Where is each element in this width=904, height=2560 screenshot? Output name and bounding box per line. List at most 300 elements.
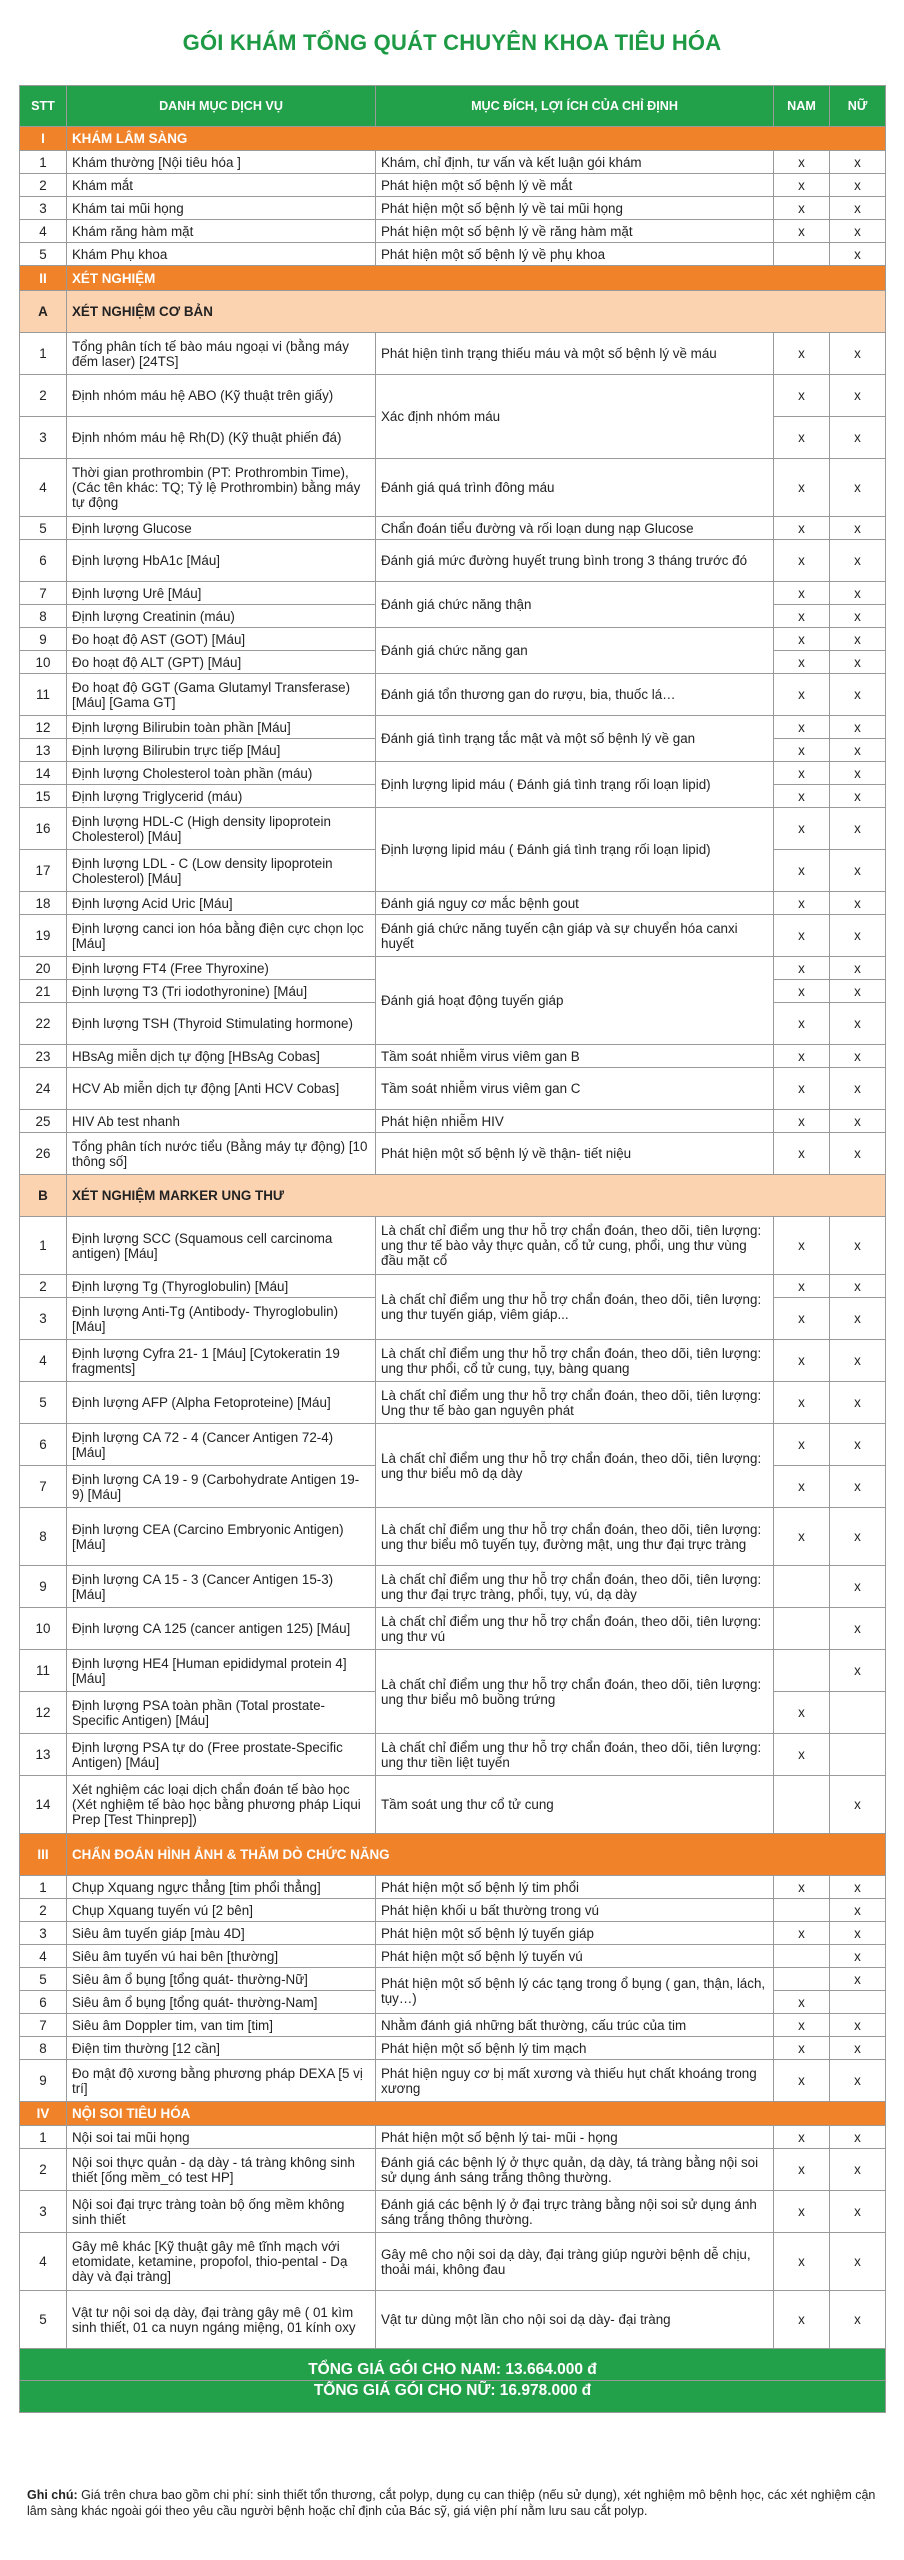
row-service-name: Đo hoạt độ ALT (GPT) [Máu] bbox=[67, 651, 376, 674]
row-male-check: x bbox=[774, 762, 830, 785]
row-service-name: Thời gian prothrombin (PT: Prothrombin Time), (Các tên khác: TQ; Tỷ lệ Prothrombin) bằng máy tự động bbox=[67, 459, 376, 517]
row-female-check: x bbox=[830, 1045, 886, 1068]
row-male-check: x bbox=[774, 2037, 830, 2060]
row-male-check: x bbox=[774, 716, 830, 739]
row-purpose: Tầm soát nhiễm virus viêm gan B bbox=[376, 1045, 774, 1068]
row-stt: 2 bbox=[20, 2149, 67, 2191]
row-stt: 12 bbox=[20, 716, 67, 739]
table-row bbox=[20, 174, 886, 197]
row-purpose: Đánh giá mức đường huyết trung bình trong 3 tháng trước đó bbox=[376, 540, 774, 582]
row-service-name: Đo hoạt độ AST (GOT) [Máu] bbox=[67, 628, 376, 651]
row-female-check: x bbox=[830, 1650, 886, 1692]
row-service-name: Định lượng LDL - C (Low density lipoprotein Cholesterol) [Máu] bbox=[67, 850, 376, 892]
row-service-name: Định lượng Anti-Tg (Antibody- Thyroglobulin) [Máu] bbox=[67, 1298, 376, 1340]
row-male-check: x bbox=[774, 2149, 830, 2191]
section-header-row bbox=[20, 1834, 886, 1876]
row-stt: 20 bbox=[20, 957, 67, 980]
row-service-name: Định lượng PSA tự do (Free prostate-Specific Antigen) [Máu] bbox=[67, 1734, 376, 1776]
section-number: B bbox=[20, 1175, 67, 1217]
section-title: KHÁM LÂM SÀNG bbox=[67, 127, 886, 151]
row-female-check: x bbox=[830, 2291, 886, 2349]
section-number: A bbox=[20, 291, 67, 333]
table-row bbox=[20, 220, 886, 243]
row-purpose: Phát hiện một số bệnh lý tai- mũi - họng bbox=[376, 2126, 774, 2149]
row-female-check: x bbox=[830, 716, 886, 739]
header-service: DANH MỤC DỊCH VỤ bbox=[67, 86, 376, 127]
row-purpose: Phát hiện một số bệnh lý tuyến vú bbox=[376, 1945, 774, 1968]
row-female-check: x bbox=[830, 674, 886, 716]
row-female-check: x bbox=[830, 785, 886, 808]
row-male-check: x bbox=[774, 651, 830, 674]
table-row bbox=[20, 716, 886, 739]
subsection-header-row bbox=[20, 1175, 886, 1217]
row-male-check: x bbox=[774, 739, 830, 762]
row-stt: 7 bbox=[20, 582, 67, 605]
row-stt: 10 bbox=[20, 1608, 67, 1650]
row-male-check: x bbox=[774, 1133, 830, 1175]
row-male-check bbox=[774, 1776, 830, 1834]
row-male-check bbox=[774, 243, 830, 266]
row-female-check: x bbox=[830, 651, 886, 674]
row-male-check: x bbox=[774, 1466, 830, 1508]
row-stt: 5 bbox=[20, 243, 67, 266]
row-service-name: HCV Ab miễn dịch tự động [Anti HCV Cobas] bbox=[67, 1068, 376, 1110]
row-female-check: x bbox=[830, 459, 886, 517]
row-stt: 10 bbox=[20, 651, 67, 674]
row-purpose: Phát hiện một số bệnh lý tim mạch bbox=[376, 2037, 774, 2060]
section-number: III bbox=[20, 1834, 67, 1876]
row-female-check bbox=[830, 1991, 886, 2014]
table-row bbox=[20, 1068, 886, 1110]
row-male-check bbox=[774, 1650, 830, 1692]
row-stt: 2 bbox=[20, 375, 67, 417]
row-purpose: Đánh giá quá trình đông máu bbox=[376, 459, 774, 517]
row-service-name: Định lượng Bilirubin trực tiếp [Máu] bbox=[67, 739, 376, 762]
row-male-check: x bbox=[774, 1734, 830, 1776]
table-row bbox=[20, 2014, 886, 2037]
row-female-check: x bbox=[830, 850, 886, 892]
total-row-male bbox=[20, 2349, 886, 2381]
section-header-row bbox=[20, 127, 886, 151]
header-stt: STT bbox=[20, 86, 67, 127]
row-service-name: Định lượng SCC (Squamous cell carcinoma antigen) [Máu] bbox=[67, 1217, 376, 1275]
row-female-check: x bbox=[830, 739, 886, 762]
row-service-name: Định lượng Glucose bbox=[67, 517, 376, 540]
row-service-name: Định lượng CA 72 - 4 (Cancer Antigen 72-4) [Máu] bbox=[67, 1424, 376, 1466]
header-purpose: MỤC ĐÍCH, LỢI ÍCH CỦA CHỈ ĐỊNH bbox=[376, 86, 774, 127]
row-male-check: x bbox=[774, 2233, 830, 2291]
row-stt: 5 bbox=[20, 1382, 67, 1424]
section-title: CHẨN ĐOÁN HÌNH ẢNH & THĂM DÒ CHỨC NĂNG bbox=[67, 1834, 886, 1876]
row-purpose: Nhằm đánh giá những bất thường, cấu trúc của tim bbox=[376, 2014, 774, 2037]
table-row bbox=[20, 2191, 886, 2233]
row-stt: 4 bbox=[20, 459, 67, 517]
row-purpose: Đánh giá nguy cơ mắc bệnh gout bbox=[376, 892, 774, 915]
row-male-check bbox=[774, 1899, 830, 1922]
row-male-check: x bbox=[774, 2191, 830, 2233]
row-service-name: Định nhóm máu hệ ABO (Kỹ thuật trên giấy) bbox=[67, 375, 376, 417]
row-service-name: Tổng phân tích tế bào máu ngoại vi (bằng máy đếm laser) [24TS] bbox=[67, 333, 376, 375]
row-female-check: x bbox=[830, 1508, 886, 1566]
row-female-check: x bbox=[830, 1876, 886, 1899]
row-service-name: Định lượng AFP (Alpha Fetoproteine) [Máu] bbox=[67, 1382, 376, 1424]
row-female-check: x bbox=[830, 2126, 886, 2149]
table-row bbox=[20, 1424, 886, 1466]
table-row bbox=[20, 1776, 886, 1834]
table-row bbox=[20, 243, 886, 266]
row-female-check: x bbox=[830, 1298, 886, 1340]
row-stt: 4 bbox=[20, 220, 67, 243]
row-purpose: Là chất chỉ điểm ung thư hỗ trợ chẩn đoán, theo dõi, tiên lượng: ung thư biểu mô tuyến tụy, đường mật, ung thư đại trực tràng bbox=[376, 1508, 774, 1566]
row-service-name: Định lượng HbA1c [Máu] bbox=[67, 540, 376, 582]
row-male-check: x bbox=[774, 1382, 830, 1424]
section-header-row bbox=[20, 266, 886, 291]
row-purpose: Vật tư dùng một lần cho nội soi dạ dày- đại tràng bbox=[376, 2291, 774, 2349]
total-price-female: TỔNG GIÁ GÓI CHO NỮ: 16.978.000 đ bbox=[20, 2381, 886, 2413]
row-female-check: x bbox=[830, 808, 886, 850]
row-service-name: Chụp Xquang ngực thẳng [tim phổi thẳng] bbox=[67, 1876, 376, 1899]
row-service-name: Định nhóm máu hệ Rh(D) (Kỹ thuật phiến đá) bbox=[67, 417, 376, 459]
row-purpose: Phát hiện một số bệnh lý về phụ khoa bbox=[376, 243, 774, 266]
row-purpose: Phát hiện nhiễm HIV bbox=[376, 1110, 774, 1133]
row-stt: 8 bbox=[20, 1508, 67, 1566]
row-service-name: Định lượng Tg (Thyroglobulin) [Máu] bbox=[67, 1275, 376, 1298]
row-female-check: x bbox=[830, 1922, 886, 1945]
row-stt: 9 bbox=[20, 2060, 67, 2102]
row-male-check: x bbox=[774, 2291, 830, 2349]
row-female-check: x bbox=[830, 1424, 886, 1466]
section-title: NỘI SOI TIÊU HÓA bbox=[67, 2102, 886, 2126]
footnote-label: Ghi chú: bbox=[27, 2488, 78, 2502]
row-female-check: x bbox=[830, 980, 886, 1003]
row-purpose: Đánh giá chức năng tuyến cận giáp và sự chuyển hóa canxi huyết bbox=[376, 915, 774, 957]
row-female-check: x bbox=[830, 957, 886, 980]
row-male-check: x bbox=[774, 582, 830, 605]
row-stt: 5 bbox=[20, 517, 67, 540]
row-purpose: Phát hiện một số bệnh lý tim phổi bbox=[376, 1876, 774, 1899]
row-male-check: x bbox=[774, 1217, 830, 1275]
row-stt: 4 bbox=[20, 2233, 67, 2291]
row-male-check: x bbox=[774, 2126, 830, 2149]
row-stt: 13 bbox=[20, 739, 67, 762]
table-row bbox=[20, 582, 886, 605]
row-female-check: x bbox=[830, 1003, 886, 1045]
section-title: XÉT NGHIỆM CƠ BẢN bbox=[67, 291, 886, 333]
row-female-check: x bbox=[830, 2014, 886, 2037]
table-row bbox=[20, 2291, 886, 2349]
row-purpose: Là chất chỉ điểm ung thư hỗ trợ chẩn đoán, theo dõi, tiên lượng: ung thư tuyến giáp, viêm giáp... bbox=[376, 1275, 774, 1340]
section-number: II bbox=[20, 266, 67, 291]
row-male-check: x bbox=[774, 1692, 830, 1734]
row-service-name: Điện tim thường [12 cần] bbox=[67, 2037, 376, 2060]
row-male-check: x bbox=[774, 605, 830, 628]
row-female-check: x bbox=[830, 174, 886, 197]
row-stt: 18 bbox=[20, 892, 67, 915]
row-service-name: Khám mắt bbox=[67, 174, 376, 197]
row-purpose: Phát hiện một số bệnh lý về răng hàm mặt bbox=[376, 220, 774, 243]
table-row bbox=[20, 540, 886, 582]
row-male-check: x bbox=[774, 174, 830, 197]
row-service-name: Nội soi tai mũi họng bbox=[67, 2126, 376, 2149]
row-stt: 9 bbox=[20, 628, 67, 651]
row-stt: 19 bbox=[20, 915, 67, 957]
row-service-name: Khám thường [Nội tiêu hóa ] bbox=[67, 151, 376, 174]
row-purpose: Xác định nhóm máu bbox=[376, 375, 774, 459]
table-row bbox=[20, 1508, 886, 1566]
row-male-check: x bbox=[774, 850, 830, 892]
row-female-check: x bbox=[830, 1776, 886, 1834]
table-row bbox=[20, 1899, 886, 1922]
row-female-check: x bbox=[830, 1382, 886, 1424]
row-male-check: x bbox=[774, 808, 830, 850]
row-service-name: Khám răng hàm mặt bbox=[67, 220, 376, 243]
row-female-check: x bbox=[830, 1110, 886, 1133]
row-stt: 3 bbox=[20, 1922, 67, 1945]
row-male-check: x bbox=[774, 1275, 830, 1298]
row-male-check: x bbox=[774, 333, 830, 375]
header-male: NAM bbox=[774, 86, 830, 127]
row-stt: 7 bbox=[20, 2014, 67, 2037]
row-stt: 9 bbox=[20, 1566, 67, 1608]
row-male-check: x bbox=[774, 151, 830, 174]
row-service-name: Nội soi thực quản - dạ dày - tá tràng không sinh thiết [ống mềm_có test HP] bbox=[67, 2149, 376, 2191]
row-service-name: Đo hoạt độ GGT (Gama Glutamyl Transferase) [Máu] [Gama GT] bbox=[67, 674, 376, 716]
row-female-check: x bbox=[830, 1217, 886, 1275]
row-stt: 1 bbox=[20, 2126, 67, 2149]
table-row bbox=[20, 517, 886, 540]
table-row bbox=[20, 2126, 886, 2149]
row-male-check: x bbox=[774, 1424, 830, 1466]
row-purpose: Đánh giá các bệnh lý ở đại trực tràng bằng nội soi sử dụng ánh sáng trắng thông thường. bbox=[376, 2191, 774, 2233]
row-stt: 11 bbox=[20, 1650, 67, 1692]
row-service-name: Siêu âm Doppler tim, van tim [tim] bbox=[67, 2014, 376, 2037]
row-service-name: Xét nghiệm các loại dịch chẩn đoán tế bào học (Xét nghiệm tế bào học bằng phương pháp Liqui Prep [Test Thinprep]) bbox=[67, 1776, 376, 1834]
row-female-check: x bbox=[830, 2060, 886, 2102]
row-service-name: Chụp Xquang tuyến vú [2 bên] bbox=[67, 1899, 376, 1922]
table-row bbox=[20, 2037, 886, 2060]
row-male-check: x bbox=[774, 220, 830, 243]
row-purpose: Là chất chỉ điểm ung thư hỗ trợ chẩn đoán, theo dõi, tiên lượng: ung thư biểu mô buồng trứng bbox=[376, 1650, 774, 1734]
row-service-name: Định lượng TSH (Thyroid Stimulating hormone) bbox=[67, 1003, 376, 1045]
table-row bbox=[20, 1650, 886, 1692]
row-service-name: Định lượng CA 125 (cancer antigen 125) [Máu] bbox=[67, 1608, 376, 1650]
table-row bbox=[20, 2149, 886, 2191]
row-female-check: x bbox=[830, 605, 886, 628]
row-purpose: Chẩn đoán tiểu đường và rối loạn dung nạp Glucose bbox=[376, 517, 774, 540]
table-row bbox=[20, 915, 886, 957]
header-female: NỮ bbox=[830, 86, 886, 127]
row-service-name: Tổng phân tích nước tiểu (Bằng máy tự động) [10 thông số] bbox=[67, 1133, 376, 1175]
table-row bbox=[20, 957, 886, 980]
table-row bbox=[20, 1133, 886, 1175]
row-service-name: Định lượng FT4 (Free Thyroxine) bbox=[67, 957, 376, 980]
row-service-name: Định lượng Acid Uric [Máu] bbox=[67, 892, 376, 915]
row-service-name: Siêu âm tuyến vú hai bên [thường] bbox=[67, 1945, 376, 1968]
row-female-check: x bbox=[830, 1275, 886, 1298]
row-stt: 1 bbox=[20, 151, 67, 174]
row-male-check: x bbox=[774, 1045, 830, 1068]
row-male-check: x bbox=[774, 459, 830, 517]
row-purpose: Phát hiện nguy cơ bị mất xương và thiếu hụt chất khoáng trong xương bbox=[376, 2060, 774, 2102]
row-female-check: x bbox=[830, 1945, 886, 1968]
row-service-name: Định lượng CEA (Carcino Embryonic Antigen) [Máu] bbox=[67, 1508, 376, 1566]
row-purpose: Đánh giá các bệnh lý ở thực quản, dạ dày, tá tràng bằng nội soi sử dụng ánh sáng trắng thông thường. bbox=[376, 2149, 774, 2191]
row-female-check: x bbox=[830, 197, 886, 220]
row-purpose: Gây mê cho nội soi dạ dày, đại tràng giúp người bệnh dễ chịu, thoải mái, không đau bbox=[376, 2233, 774, 2291]
subsection-header-row bbox=[20, 291, 886, 333]
row-stt: 2 bbox=[20, 174, 67, 197]
row-service-name: Định lượng Triglycerid (máu) bbox=[67, 785, 376, 808]
row-stt: 2 bbox=[20, 1275, 67, 1298]
row-purpose: Là chất chỉ điểm ung thư hỗ trợ chẩn đoán, theo dõi, tiên lượng: ung thư tiền liệt tuyến bbox=[376, 1734, 774, 1776]
row-purpose: Là chất chỉ điểm ung thư hỗ trợ chẩn đoán, theo dõi, tiên lượng: ung thư đại trực tràng, phổi, tụy, vú, dạ dày bbox=[376, 1566, 774, 1608]
row-male-check: x bbox=[774, 2060, 830, 2102]
row-stt: 4 bbox=[20, 1945, 67, 1968]
row-stt: 3 bbox=[20, 417, 67, 459]
row-stt: 12 bbox=[20, 1692, 67, 1734]
row-purpose: Khám, chỉ định, tư vấn và kết luận gói khám bbox=[376, 151, 774, 174]
row-female-check: x bbox=[830, 2233, 886, 2291]
row-female-check: x bbox=[830, 1566, 886, 1608]
row-service-name: Định lượng Cyfra 21- 1 [Máu] [Cytokeratin 19 fragments] bbox=[67, 1340, 376, 1382]
row-female-check: x bbox=[830, 1899, 886, 1922]
row-male-check: x bbox=[774, 915, 830, 957]
row-service-name: Định lượng canci ion hóa bằng điện cực chọn lọc [Máu] bbox=[67, 915, 376, 957]
row-female-check: x bbox=[830, 375, 886, 417]
row-female-check: x bbox=[830, 220, 886, 243]
row-purpose: Đánh giá tổn thương gan do rượu, bia, thuốc lá… bbox=[376, 674, 774, 716]
row-service-name: Siêu âm ổ bụng [tổng quát- thường-Nữ] bbox=[67, 1968, 376, 1991]
table-row bbox=[20, 1945, 886, 1968]
row-stt: 21 bbox=[20, 980, 67, 1003]
row-stt: 23 bbox=[20, 1045, 67, 1068]
row-female-check: x bbox=[830, 1466, 886, 1508]
row-male-check: x bbox=[774, 1876, 830, 1899]
row-purpose: Định lượng lipid máu ( Đánh giá tình trạng rối loạn lipid) bbox=[376, 762, 774, 808]
row-female-check bbox=[830, 1692, 886, 1734]
row-male-check bbox=[774, 1608, 830, 1650]
row-service-name: Định lượng HE4 [Human epididymal protein 4] [Máu] bbox=[67, 1650, 376, 1692]
row-female-check: x bbox=[830, 417, 886, 459]
row-male-check: x bbox=[774, 375, 830, 417]
row-purpose: Đánh giá hoạt động tuyến giáp bbox=[376, 957, 774, 1045]
row-male-check: x bbox=[774, 1003, 830, 1045]
section-number: I bbox=[20, 127, 67, 151]
row-stt: 2 bbox=[20, 1899, 67, 1922]
row-male-check: x bbox=[774, 1922, 830, 1945]
row-female-check: x bbox=[830, 2191, 886, 2233]
row-service-name: Vật tư nội soi dạ dày, đại tràng gây mê ( 01 kìm sinh thiết, 01 ca nuyn ngáng miệng, 01 kính oxy bbox=[67, 2291, 376, 2349]
row-purpose: Phát hiện một số bệnh lý tuyến giáp bbox=[376, 1922, 774, 1945]
row-stt: 6 bbox=[20, 540, 67, 582]
row-service-name: Siêu âm ổ bụng [tổng quát- thường-Nam] bbox=[67, 1991, 376, 2014]
row-service-name: Gây mê khác [Kỹ thuật gây mê tĩnh mạch với etomidate, ketamine, propofol, thio-pental - Dạ dày và đại tràng] bbox=[67, 2233, 376, 2291]
total-row-female bbox=[20, 2381, 886, 2413]
row-purpose: Phát hiện khối u bất thường trong vú bbox=[376, 1899, 774, 1922]
table-row bbox=[20, 333, 886, 375]
row-male-check: x bbox=[774, 1110, 830, 1133]
row-stt: 1 bbox=[20, 1876, 67, 1899]
row-stt: 6 bbox=[20, 1991, 67, 2014]
row-purpose: Là chất chỉ điểm ung thư hỗ trợ chẩn đoán, theo dõi, tiên lượng: Ung thư tế bào gan nguyên phát bbox=[376, 1382, 774, 1424]
row-service-name: Định lượng CA 15 - 3 (Cancer Antigen 15-3) [Máu] bbox=[67, 1566, 376, 1608]
row-purpose: Đánh giá tình trạng tắc mật và một số bệnh lý về gan bbox=[376, 716, 774, 762]
row-male-check: x bbox=[774, 628, 830, 651]
service-table bbox=[19, 85, 886, 2413]
row-male-check: x bbox=[774, 540, 830, 582]
table-row bbox=[20, 1922, 886, 1945]
row-purpose: Định lượng lipid máu ( Đánh giá tình trạng rối loạn lipid) bbox=[376, 808, 774, 892]
row-service-name: Định lượng CA 19 - 9 (Carbohydrate Antigen 19-9) [Máu] bbox=[67, 1466, 376, 1508]
row-male-check: x bbox=[774, 1340, 830, 1382]
row-male-check: x bbox=[774, 892, 830, 915]
row-service-name: Đo mật độ xương bằng phương pháp DEXA [5 vị trí] bbox=[67, 2060, 376, 2102]
section-number: IV bbox=[20, 2102, 67, 2126]
table-row bbox=[20, 1217, 886, 1275]
row-service-name: HIV Ab test nhanh bbox=[67, 1110, 376, 1133]
row-purpose: Phát hiện một số bệnh lý các tạng trong ổ bụng ( gan, thận, lách, tụy…) bbox=[376, 1968, 774, 2014]
row-service-name: Khám Phụ khoa bbox=[67, 243, 376, 266]
table-row bbox=[20, 375, 886, 417]
row-female-check: x bbox=[830, 517, 886, 540]
row-stt: 4 bbox=[20, 1340, 67, 1382]
row-male-check: x bbox=[774, 674, 830, 716]
section-title: XÉT NGHIỆM MARKER UNG THƯ bbox=[67, 1175, 886, 1217]
row-male-check: x bbox=[774, 2014, 830, 2037]
row-female-check: x bbox=[830, 1608, 886, 1650]
table-row bbox=[20, 2233, 886, 2291]
table-row bbox=[20, 1734, 886, 1776]
row-service-name: HBsAg miễn dịch tự động [HBsAg Cobas] bbox=[67, 1045, 376, 1068]
table-row bbox=[20, 2060, 886, 2102]
table-row bbox=[20, 1968, 886, 1991]
row-purpose: Là chất chỉ điểm ung thư hỗ trợ chẩn đoán, theo dõi, tiên lượng: ung thư phổi, cổ tử cung, tụy, bàng quang bbox=[376, 1340, 774, 1382]
row-service-name: Định lượng Creatinin (máu) bbox=[67, 605, 376, 628]
row-stt: 3 bbox=[20, 1298, 67, 1340]
row-stt: 3 bbox=[20, 197, 67, 220]
row-male-check: x bbox=[774, 417, 830, 459]
row-service-name: Siêu âm tuyến giáp [màu 4D] bbox=[67, 1922, 376, 1945]
row-female-check: x bbox=[830, 2149, 886, 2191]
row-stt: 8 bbox=[20, 2037, 67, 2060]
row-male-check: x bbox=[774, 957, 830, 980]
table-row bbox=[20, 197, 886, 220]
row-stt: 14 bbox=[20, 1776, 67, 1834]
row-service-name: Định lượng Urê [Máu] bbox=[67, 582, 376, 605]
row-purpose: Đánh giá chức năng gan bbox=[376, 628, 774, 674]
row-male-check: x bbox=[774, 980, 830, 1003]
row-stt: 11 bbox=[20, 674, 67, 716]
row-service-name: Định lượng PSA toàn phần (Total prostate-Specific Antigen) [Máu] bbox=[67, 1692, 376, 1734]
row-male-check: x bbox=[774, 517, 830, 540]
row-female-check: x bbox=[830, 892, 886, 915]
row-male-check bbox=[774, 1968, 830, 1991]
row-purpose: Là chất chỉ điểm ung thư hỗ trợ chẩn đoán, theo dõi, tiên lượng: ung thư biểu mô dạ dày bbox=[376, 1424, 774, 1508]
table-row bbox=[20, 1608, 886, 1650]
row-purpose: Tầm soát ung thư cổ tử cung bbox=[376, 1776, 774, 1834]
row-purpose: Phát hiện một số bệnh lý về tai mũi họng bbox=[376, 197, 774, 220]
table-row bbox=[20, 459, 886, 517]
row-male-check bbox=[774, 1566, 830, 1608]
row-stt: 25 bbox=[20, 1110, 67, 1133]
row-female-check: x bbox=[830, 540, 886, 582]
row-male-check bbox=[774, 1945, 830, 1968]
row-female-check: x bbox=[830, 151, 886, 174]
row-female-check: x bbox=[830, 762, 886, 785]
footnote-text: Giá trên chưa bao gồm chi phí: sinh thiết tổn thương, cắt polyp, dụng cụ can thiệp (nếu sử dụng), xét nghiệm mô bệnh học, các xét nghiệm cận lâm sàng khác ngoài gói theo yêu cầu người bệnh hoặc chỉ định của Bác sỹ, giá viện phí nằm lưu sau cắt polyp. bbox=[27, 2488, 876, 2518]
row-stt: 14 bbox=[20, 762, 67, 785]
row-male-check: x bbox=[774, 1298, 830, 1340]
